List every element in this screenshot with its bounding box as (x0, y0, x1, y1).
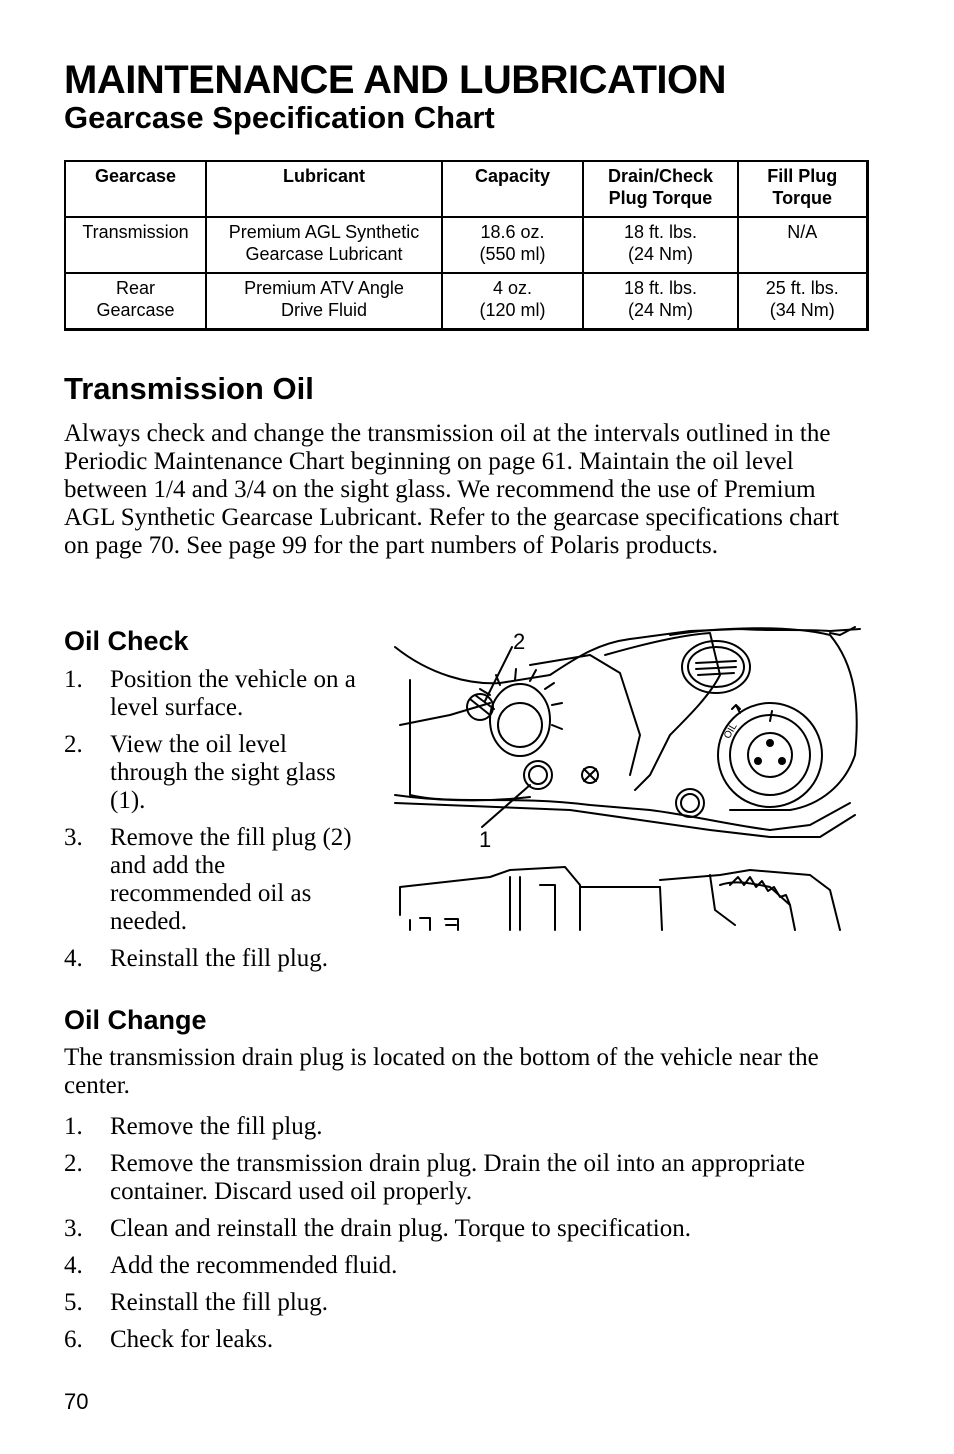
col-header-fill-plug-torque: Fill Plug Torque (738, 161, 867, 217)
table-cell: 4 oz. (120 ml) (442, 273, 583, 329)
step-text: Clean and reinstall the drain plug. Torque to specification. (110, 1215, 691, 1242)
section-subtitle: Gearcase Specification Chart (64, 100, 495, 135)
oil-change-intro: The transmission drain plug is located on the bottom of the vehicle near the center. (64, 1044, 819, 1099)
table-cell: Premium ATV Angle Drive Fluid (206, 273, 442, 329)
step-number: 4. (64, 945, 83, 972)
step-number: 6. (64, 1326, 83, 1353)
step-text: Add the recommended fluid. (110, 1252, 398, 1279)
transmission-oil-heading: Transmission Oil (64, 371, 314, 406)
col-header-gearcase: Gearcase (65, 161, 206, 217)
list-item (64, 1326, 864, 1354)
step-text: Remove the fill plug. (110, 1113, 323, 1140)
list-item (64, 824, 364, 936)
step-text: View the oil level through the sight glass (1). (110, 731, 336, 814)
oil-change-heading: Oil Change (64, 1005, 207, 1035)
table-cell: N/A (738, 217, 867, 273)
step-text: Reinstall the fill plug. (110, 945, 329, 972)
callout-2-label: 2 (513, 629, 526, 654)
table-cell: 18.6 oz. (550 ml) (442, 217, 583, 273)
table-cell: 18 ft. lbs. (24 Nm) (583, 273, 738, 329)
list-item (64, 1289, 864, 1317)
list-item (64, 945, 364, 973)
table-cell: 18 ft. lbs. (24 Nm) (583, 217, 738, 273)
step-number: 2. (64, 731, 83, 758)
list-item (64, 1113, 864, 1141)
step-text: Remove the fill plug (2) and add the recommended oil as needed. (110, 824, 352, 935)
step-number: 3. (64, 824, 83, 851)
transmission-oil-paragraph: Always check and change the transmission oil at the intervals outlined in the Periodic Maintenance Chart beginning on page 61. Maintain the oil level between 1/4 and 3/4 on the sight glass. We recommend the use of Premium AGL Synthetic Gearcase Lubricant. Refer to the gearcase specifications chart on page 70. See page 99 for the part numbers of Polaris products. (64, 420, 840, 559)
step-number: 3. (64, 1215, 83, 1242)
list-item (64, 1252, 864, 1280)
col-header-drain-check-torque: Drain/Check Plug Torque (583, 161, 738, 217)
oil-check-heading: Oil Check (64, 626, 189, 656)
list-item (64, 666, 364, 722)
step-number: 2. (64, 1150, 83, 1177)
table-row (65, 273, 867, 329)
step-text: Check for leaks. (110, 1326, 274, 1353)
col-header-lubricant: Lubricant (206, 161, 442, 217)
oil-check-steps (64, 666, 364, 973)
step-text: Remove the transmission drain plug. Drain the oil into an appropriate container. Discard used oil properly. (110, 1150, 805, 1205)
step-number: 1. (64, 666, 83, 693)
table-header-row (65, 161, 867, 217)
table-cell: Premium AGL Synthetic Gearcase Lubricant (206, 217, 442, 273)
step-number: 5. (64, 1289, 83, 1316)
table-row (65, 217, 867, 273)
page-title: MAINTENANCE AND LUBRICATION (64, 58, 727, 102)
step-number: 1. (64, 1113, 83, 1140)
gearcase-spec-table (64, 160, 869, 331)
transmission-sight-glass-illustration (390, 625, 862, 935)
step-text: Reinstall the fill plug. (110, 1289, 329, 1316)
list-item (64, 1215, 864, 1243)
oil-change-steps (64, 1113, 864, 1354)
step-number: 4. (64, 1252, 83, 1279)
col-header-capacity: Capacity (442, 161, 583, 217)
table-cell: Rear Gearcase (65, 273, 206, 329)
table-cell: Transmission (65, 217, 206, 273)
callout-1-label: 1 (479, 827, 492, 852)
step-text: Position the vehicle on a level surface. (110, 666, 356, 721)
list-item (64, 1150, 864, 1206)
table-cell: 25 ft. lbs. (34 Nm) (738, 273, 867, 329)
page-number: 70 (64, 1389, 89, 1414)
list-item (64, 731, 364, 815)
oil-marking-label: OIL (722, 721, 740, 741)
